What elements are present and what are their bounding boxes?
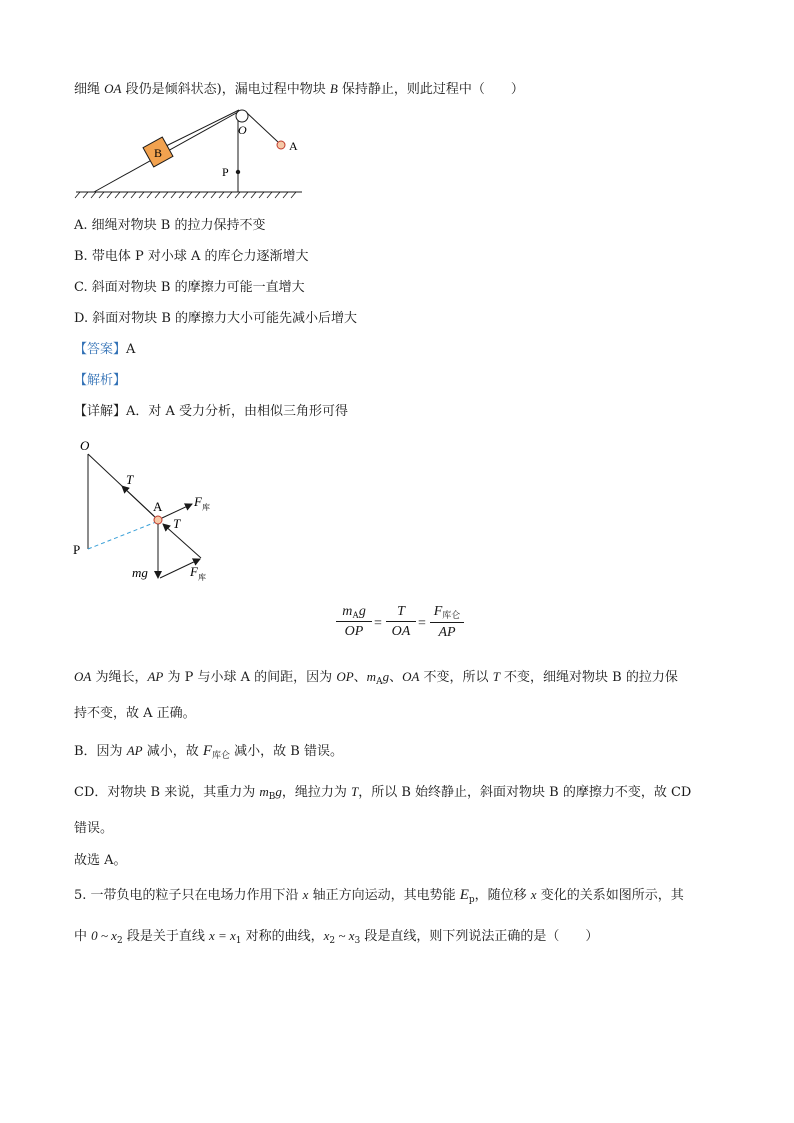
ball-a-label: A xyxy=(289,139,298,153)
para-3: CD．对物块 B 来说，其重力为 $m_Bg$，绳拉力为 T，所以 B 始终静止，斜面对物块 B 的摩擦力不变，故 CD xyxy=(74,784,692,802)
answer-label: 【答案】 xyxy=(74,342,127,357)
q5-line1: 5. 一带负电的粒子只在电场力作用下沿 x 轴正方向运动，其电势能 $E_p$，随位移 x 变化的关系如图所示，其 xyxy=(74,887,684,905)
option-a: A. 细绳对物块 B 的拉力保持不变 xyxy=(74,218,266,233)
q5-line2: 中 0 ~ $x_2$ 段是关于直线 $x = x_1$ 对称的曲线，$x_2$ ~ $x_3$ 段是直线，则下列说法正确的是（ ） xyxy=(74,928,599,946)
frac-2: $\frac{T}{OA}$ xyxy=(386,604,416,640)
conclusion: 故选 A。 xyxy=(74,853,127,868)
fd-t2-label: T xyxy=(173,516,181,531)
fd-a-label: A xyxy=(153,499,163,514)
option-c: C. 斜面对物块 B 的摩擦力可能一直增大 xyxy=(74,280,305,295)
force-diagram xyxy=(70,432,240,592)
detail-line: 【详解】A．对 A 受力分析，由相似三角形可得 xyxy=(74,404,349,419)
answer-value: A xyxy=(126,342,136,357)
block-b-label: B xyxy=(154,146,163,160)
pivot-o-label: O xyxy=(238,123,247,137)
fd-f1-label: $F_库$ xyxy=(194,494,210,512)
para-1-line2: 持不变，故 A 正确。 xyxy=(74,706,196,721)
frac-3: $F_{库仑}$ AP xyxy=(430,604,464,641)
fd-mg-label: mg xyxy=(132,565,148,580)
charge-p-label: P xyxy=(222,165,229,179)
fd-t1-label: T xyxy=(126,472,134,487)
similarity-formula: $m_Ag$ OP = $\frac{T}{OA}$ = $F_{库仑}$ AP xyxy=(336,604,536,650)
para-1: OA 为绳长，AP 为 P 与小球 A 的间距，因为 OP、$m_Ag$、OA 不变，所以 T 不变，细绳对物块 B 的拉力保 xyxy=(74,669,678,687)
analysis-label: 【解析】 xyxy=(74,373,127,388)
frac-1: $m_Ag$ OP xyxy=(336,604,372,640)
fd-o-label: O xyxy=(80,438,90,453)
option-b: B. 带电体 P 对小球 A 的库仑力逐渐增大 xyxy=(74,249,309,264)
option-d: D. 斜面对物块 B 的摩擦力大小可能先减小后增大 xyxy=(74,311,358,326)
stem-tail: 细绳 OA 段仍是倾斜状态)，漏电过程中物块 B 保持静止，则此过程中（ ） xyxy=(74,81,524,97)
para-3-line2: 错误。 xyxy=(74,821,114,836)
fd-f2-label: $F_库$ xyxy=(190,564,206,582)
para-2: B．因为 AP 减小，故 $F_{库仑}$ 减小，故 B 错误。 xyxy=(74,743,343,761)
fd-p-label: P xyxy=(73,542,81,557)
incline-figure xyxy=(70,106,310,202)
answer-line xyxy=(74,341,135,359)
